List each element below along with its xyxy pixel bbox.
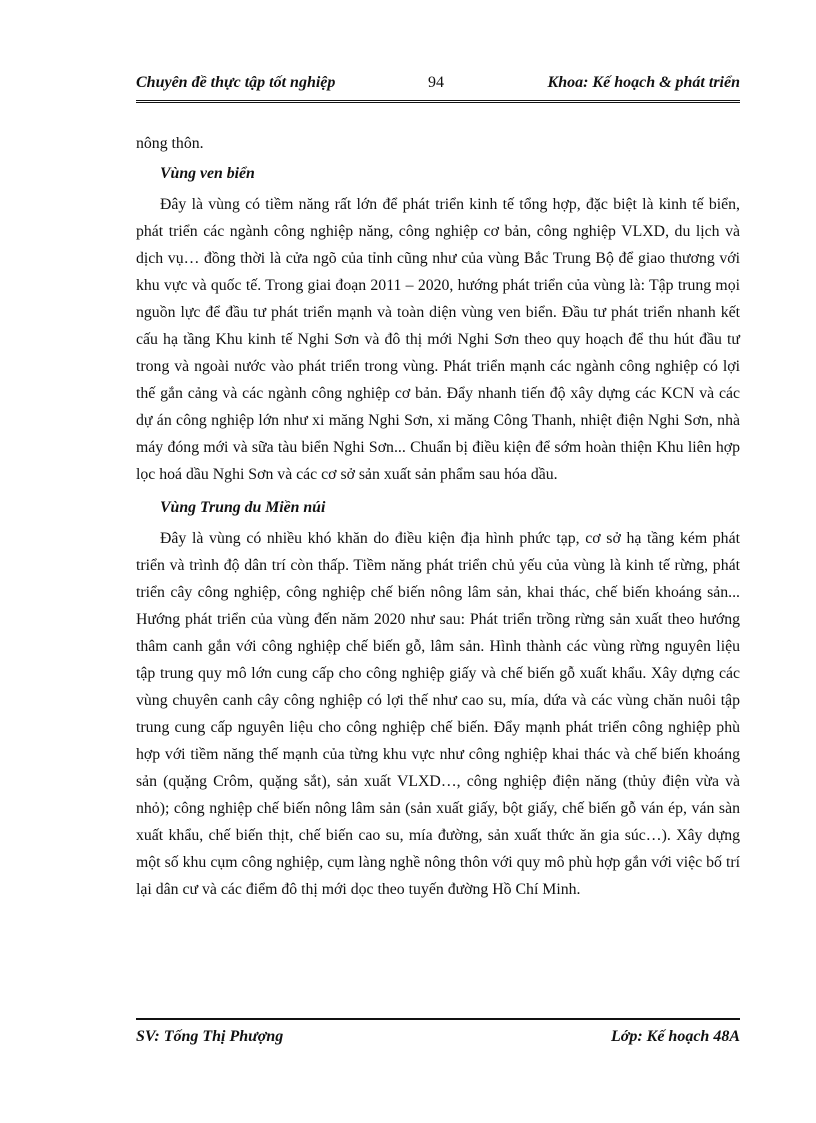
section-heading-coastal: Vùng ven biển [160, 165, 255, 182]
header-thesis-title: Chuyên đề thực tập tốt nghiệp [136, 74, 336, 91]
intro-line: nông thôn. [136, 135, 204, 152]
page-header [136, 74, 740, 103]
header-faculty: Khoa: Kế hoạch & phát triển [547, 74, 740, 91]
footer-student-name: SV: Tống Thị Phượng [136, 1028, 284, 1045]
page-footer [136, 1018, 740, 1052]
paragraph-coastal: Đây là vùng có tiềm năng rất lớn để phát triển kinh tế tổng hợp, đặc biệt là kinh tế biển, phát triển các ngành công nghiệp năng, công nghiệp cơ bản, công nghiệp VLXD, du lịch và dịch vụ… đồng thời là cửa ngõ của tỉnh cũng như của vùng Bắc Trung Bộ để giao thương với khu vực và quốc tế. Trong giai đoạn 2011 – 2020, hướng phát triển của vùng là: Tập trung mọi nguồn lực để đầu tư phát triển mạnh và toàn diện vùng ven biển. Đầu tư phát triển nhanh kết cấu hạ tầng Khu kinh tế Nghi Sơn và đô thị mới Nghi Sơn theo quy hoạch để thu hút đầu tư trong và ngoài nước vào phát triển trong vùng. Phát triển mạnh các ngành công nghiệp có lợi thế gắn cảng và các ngành công nghiệp cơ bản. Đẩy nhanh tiến độ xây dựng các KCN và các dự án công nghiệp lớn như xi măng Nghi Sơn, xi măng Công Thanh, nhiệt điện Nghi Sơn, nhà máy đóng mới và sữa tàu biển Nghi Sơn... Chuẩn bị điều kiện để sớm hoàn thiện Khu liên hợp lọc hoá dầu Nghi Sơn và các cơ sở sản xuất sản phẩm sau hóa dầu. [136, 196, 740, 483]
page-number: 94 [428, 74, 444, 91]
page-content [136, 130, 740, 903]
section-heading-midland-mountain: Vùng Trung du Miền núi [160, 499, 326, 516]
footer-class: Lớp: Kế hoạch 48A [610, 1028, 740, 1045]
paragraph-midland-mountain: Đây là vùng có nhiều khó khăn do điều kiện địa hình phức tạp, cơ sở hạ tầng kém phát triển và trình độ dân trí còn thấp. Tiềm năng phát triển chủ yếu của vùng là kinh tế rừng, phát triển cây công nghiệp, công nghiệp chế biến nông lâm sản, khai thác, chế biến khoáng sản... Hướng phát triển của vùng đến năm 2020 như sau: Phát triển trồng rừng sản xuất theo hướng thâm canh gắn với công nghiệp chế biến gỗ, lâm sản. Hình thành các vùng rừng nguyên liệu tập trung quy mô lớn cung cấp cho công nghiệp giấy và chế biến gỗ xuất khẩu. Xây dựng các vùng chuyên canh cây công nghiệp có lợi thế như cao su, mía, dứa và các vùng chăn nuôi tập trung cung cấp nguyên liệu cho công nghiệp chế biến. Đẩy mạnh phát triển công nghiệp phù hợp với tiềm năng thế mạnh của từng khu vực như công nghiệp khai thác và chế biến khoáng sản (quặng Crôm, quặng sắt), sản xuất VLXD…, công nghiệp điện năng (thủy điện vừa và nhỏ); công nghiệp chế biến nông lâm sản (sản xuất giấy, bột giấy, chế biến gỗ ván ép, ván sàn xuất khẩu, chế biến thịt, chế biến cao su, mía đường, sản xuất thức ăn gia súc…). Xây dựng một số khu cụm công nghiệp, cụm làng nghề nông thôn với quy mô phù hợp gắn với việc bố trí lại dân cư và các điểm đô thị mới dọc theo tuyến đường Hồ Chí Minh. [136, 530, 740, 898]
